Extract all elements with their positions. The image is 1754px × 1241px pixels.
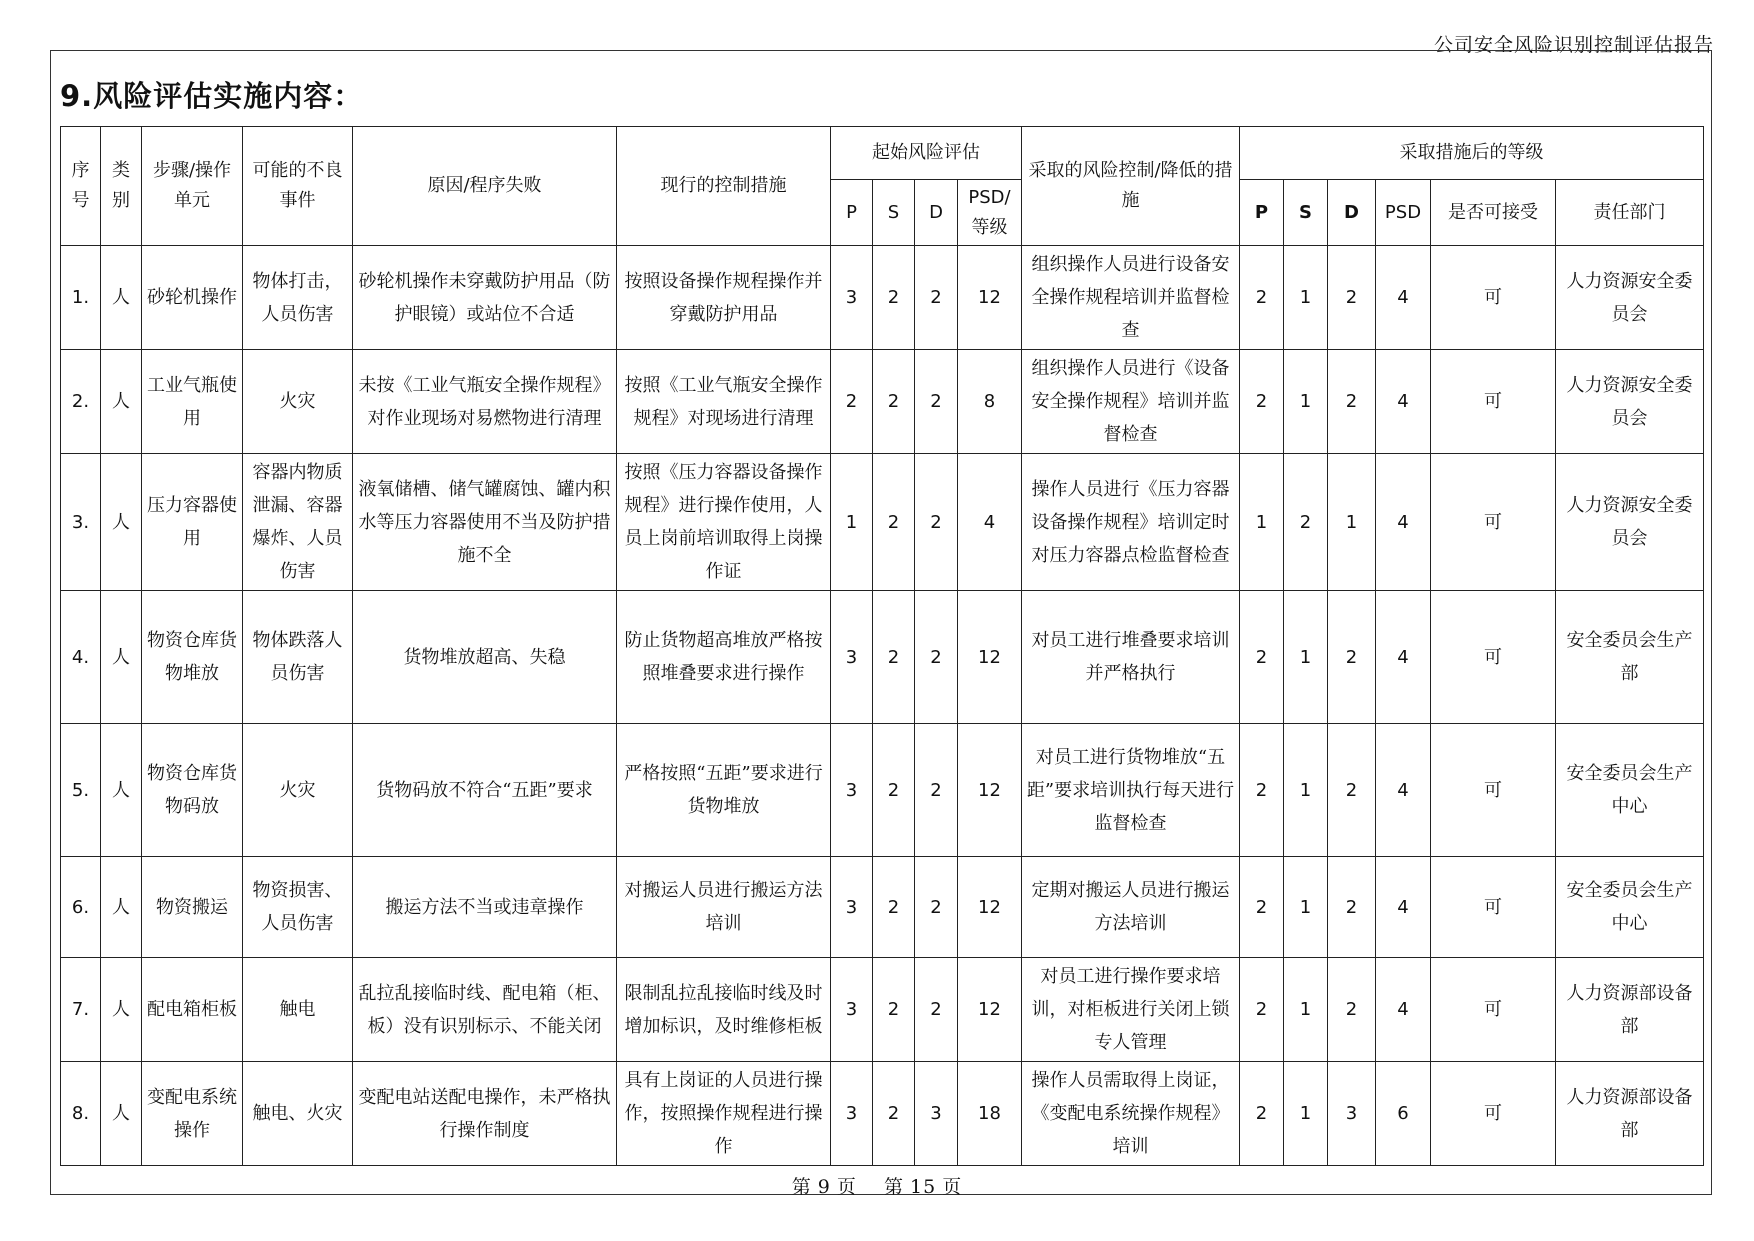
cell-d: 2: [915, 724, 958, 857]
cell-p2: 2: [1240, 246, 1284, 350]
section-title: 9.风险评估实施内容：: [60, 79, 364, 113]
cell-control: 严格按照“五距”要求进行货物堆放: [617, 724, 831, 857]
header-d: D: [915, 180, 958, 246]
cell-dept: 人力资源安全委员会: [1556, 350, 1704, 454]
cell-accept: 可: [1431, 591, 1556, 724]
cell-s: 2: [873, 454, 915, 591]
cell-event: 物体跌落人员伤害: [243, 591, 353, 724]
cell-p2: 2: [1240, 591, 1284, 724]
cell-control: 限制乱拉乱接临时线及时增加标识，及时维修柜板: [617, 958, 831, 1062]
cell-seq: 2.: [61, 350, 101, 454]
header-dept: 责任部门: [1556, 180, 1704, 246]
header-current-control: 现行的控制措施: [617, 127, 831, 246]
cell-psd: 12: [958, 246, 1022, 350]
cell-d2: 2: [1328, 857, 1376, 958]
header-initial-risk: 起始风险评估: [831, 127, 1022, 180]
cell-measure: 对员工进行堆叠要求培训并严格执行: [1022, 591, 1240, 724]
cell-step: 物资仓库货物堆放: [142, 591, 243, 724]
cell-seq: 4.: [61, 591, 101, 724]
page-prefix: 第: [791, 1176, 812, 1198]
cell-psd: 12: [958, 958, 1022, 1062]
cell-category: 人: [101, 857, 142, 958]
cell-control: 具有上岗证的人员进行操作，按照操作规程进行操作: [617, 1062, 831, 1166]
cell-step: 砂轮机操作: [142, 246, 243, 350]
header-psd2: PSD: [1376, 180, 1431, 246]
cell-cause: 乱拉乱接临时线、配电箱（柜、板）没有识别标示、不能关闭: [353, 958, 617, 1062]
cell-psd2: 4: [1376, 724, 1431, 857]
cell-control: 按照《压力容器设备操作规程》进行操作使用，人员上岗前培训取得上岗操作证: [617, 454, 831, 591]
cell-s: 2: [873, 1062, 915, 1166]
cell-measure: 对员工进行操作要求培训，对柜板进行关闭上锁专人管理: [1022, 958, 1240, 1062]
cell-step: 压力容器使用: [142, 454, 243, 591]
cell-step: 工业气瓶使用: [142, 350, 243, 454]
cell-psd2: 4: [1376, 350, 1431, 454]
cell-control: 按照《工业气瓶安全操作规程》对现场进行清理: [617, 350, 831, 454]
cell-s: 2: [873, 350, 915, 454]
cell-p2: 1: [1240, 454, 1284, 591]
cell-p2: 2: [1240, 350, 1284, 454]
cell-p: 3: [831, 246, 873, 350]
cell-cause: 货物码放不符合“五距”要求: [353, 724, 617, 857]
cell-step: 物资仓库货物码放: [142, 724, 243, 857]
cell-p: 3: [831, 958, 873, 1062]
cell-p2: 2: [1240, 1062, 1284, 1166]
cell-p: 3: [831, 1062, 873, 1166]
cell-dept: 人力资源部设备部: [1556, 958, 1704, 1062]
table-row: [61, 591, 1704, 724]
cell-control: 按照设备操作规程操作并穿戴防护用品: [617, 246, 831, 350]
cell-d2: 1: [1328, 454, 1376, 591]
page-number-footer: [0, 1172, 1754, 1199]
cell-p: 2: [831, 350, 873, 454]
cell-dept: 安全委员会生产中心: [1556, 724, 1704, 857]
cell-d: 2: [915, 454, 958, 591]
cell-s: 2: [873, 857, 915, 958]
cell-category: 人: [101, 958, 142, 1062]
cell-control: 防止货物超高堆放严格按照堆叠要求进行操作: [617, 591, 831, 724]
table-row: [61, 454, 1704, 591]
cell-step: 变配电系统操作: [142, 1062, 243, 1166]
cell-category: 人: [101, 454, 142, 591]
cell-s: 2: [873, 958, 915, 1062]
header-cause: 原因/程序失败: [353, 127, 617, 246]
header-adverse-event: 可能的不良事件: [243, 127, 353, 246]
cell-psd2: 4: [1376, 958, 1431, 1062]
cell-measure: 操作人员需取得上岗证，《变配电系统操作规程》培训: [1022, 1062, 1240, 1166]
cell-step: 物资搬运: [142, 857, 243, 958]
cell-event: 物资损害、人员伤害: [243, 857, 353, 958]
cell-psd: 8: [958, 350, 1022, 454]
cell-accept: 可: [1431, 857, 1556, 958]
cell-step: 配电箱柜板: [142, 958, 243, 1062]
header-s: S: [873, 180, 915, 246]
cell-dept: 人力资源部设备部: [1556, 1062, 1704, 1166]
cell-p2: 2: [1240, 857, 1284, 958]
header-psd-grade: PSD/等级: [958, 180, 1022, 246]
cell-event: 火灾: [243, 724, 353, 857]
cell-p: 3: [831, 591, 873, 724]
cell-s: 2: [873, 724, 915, 857]
cell-seq: 5.: [61, 724, 101, 857]
page-unit: 页: [836, 1176, 857, 1198]
total-pages: 15: [910, 1176, 937, 1198]
cell-p: 3: [831, 724, 873, 857]
cell-psd: 12: [958, 724, 1022, 857]
cell-d2: 2: [1328, 246, 1376, 350]
cell-psd2: 4: [1376, 591, 1431, 724]
table-row: [61, 246, 1704, 350]
cell-accept: 可: [1431, 724, 1556, 857]
cell-seq: 1.: [61, 246, 101, 350]
cell-psd: 12: [958, 857, 1022, 958]
header-measures: 采取的风险控制/降低的措施: [1022, 127, 1240, 246]
risk-assessment-table: [60, 126, 1704, 1166]
cell-s2: 1: [1284, 350, 1328, 454]
cell-accept: 可: [1431, 454, 1556, 591]
cell-d: 2: [915, 246, 958, 350]
cell-d: 2: [915, 857, 958, 958]
table-row: [61, 724, 1704, 857]
cell-psd2: 4: [1376, 857, 1431, 958]
cell-s2: 1: [1284, 857, 1328, 958]
cell-event: 触电、火灾: [243, 1062, 353, 1166]
cell-psd2: 4: [1376, 454, 1431, 591]
cell-cause: 液氧储槽、储气罐腐蚀、罐内积水等压力容器使用不当及防护措施不全: [353, 454, 617, 591]
cell-s2: 1: [1284, 591, 1328, 724]
cell-category: 人: [101, 1062, 142, 1166]
total-prefix: 第: [884, 1176, 905, 1198]
header-acceptable: 是否可接受: [1431, 180, 1556, 246]
cell-cause: 变配电站送配电操作，未严格执行操作制度: [353, 1062, 617, 1166]
cell-s2: 1: [1284, 724, 1328, 857]
cell-accept: 可: [1431, 350, 1556, 454]
current-page: 9: [817, 1176, 831, 1198]
header-after-measures: 采取措施后的等级: [1240, 127, 1704, 180]
table-row: [61, 1062, 1704, 1166]
cell-seq: 3.: [61, 454, 101, 591]
cell-d2: 3: [1328, 1062, 1376, 1166]
cell-psd2: 4: [1376, 246, 1431, 350]
cell-psd: 4: [958, 454, 1022, 591]
cell-p: 3: [831, 857, 873, 958]
cell-s2: 2: [1284, 454, 1328, 591]
header-category: 类别: [101, 127, 142, 246]
cell-accept: 可: [1431, 246, 1556, 350]
cell-psd: 18: [958, 1062, 1022, 1166]
cell-d: 2: [915, 958, 958, 1062]
cell-accept: 可: [1431, 958, 1556, 1062]
cell-d: 3: [915, 1062, 958, 1166]
cell-seq: 7.: [61, 958, 101, 1062]
cell-s2: 1: [1284, 1062, 1328, 1166]
header-seq: 序号: [61, 127, 101, 246]
total-unit: 页: [942, 1176, 963, 1198]
header-p2: P: [1240, 180, 1284, 246]
cell-d: 2: [915, 350, 958, 454]
cell-d: 2: [915, 591, 958, 724]
cell-psd2: 6: [1376, 1062, 1431, 1166]
cell-category: 人: [101, 591, 142, 724]
cell-category: 人: [101, 724, 142, 857]
cell-psd: 12: [958, 591, 1022, 724]
cell-s: 2: [873, 591, 915, 724]
cell-dept: 人力资源安全委员会: [1556, 454, 1704, 591]
cell-cause: 未按《工业气瓶安全操作规程》对作业现场对易燃物进行清理: [353, 350, 617, 454]
cell-control: 对搬运人员进行搬运方法培训: [617, 857, 831, 958]
cell-dept: 安全委员会生产中心: [1556, 857, 1704, 958]
cell-dept: 人力资源安全委员会: [1556, 246, 1704, 350]
cell-p: 1: [831, 454, 873, 591]
cell-d2: 2: [1328, 958, 1376, 1062]
cell-event: 火灾: [243, 350, 353, 454]
table-row: [61, 857, 1704, 958]
cell-p2: 2: [1240, 724, 1284, 857]
cell-s2: 1: [1284, 246, 1328, 350]
cell-event: 容器内物质泄漏、容器爆炸、人员伤害: [243, 454, 353, 591]
cell-p2: 2: [1240, 958, 1284, 1062]
header-step: 步骤/操作单元: [142, 127, 243, 246]
cell-dept: 安全委员会生产部: [1556, 591, 1704, 724]
cell-d2: 2: [1328, 724, 1376, 857]
cell-accept: 可: [1431, 1062, 1556, 1166]
cell-cause: 货物堆放超高、失稳: [353, 591, 617, 724]
cell-measure: 对员工进行货物堆放“五距”要求培训执行每天进行监督检查: [1022, 724, 1240, 857]
cell-measure: 组织操作人员进行《设备安全操作规程》培训并监督检查: [1022, 350, 1240, 454]
cell-s: 2: [873, 246, 915, 350]
table-row: [61, 350, 1704, 454]
cell-cause: 搬运方法不当或违章操作: [353, 857, 617, 958]
table-header-row: [61, 127, 1704, 180]
cell-seq: 8.: [61, 1062, 101, 1166]
cell-event: 物体打击，人员伤害: [243, 246, 353, 350]
table-row: [61, 958, 1704, 1062]
cell-s2: 1: [1284, 958, 1328, 1062]
header-s2: S: [1284, 180, 1328, 246]
cell-cause: 砂轮机操作未穿戴防护用品（防护眼镜）或站位不合适: [353, 246, 617, 350]
cell-event: 触电: [243, 958, 353, 1062]
header-d2: D: [1328, 180, 1376, 246]
cell-d2: 2: [1328, 350, 1376, 454]
cell-measure: 组织操作人员进行设备安全操作规程培训并监督检查: [1022, 246, 1240, 350]
cell-seq: 6.: [61, 857, 101, 958]
cell-measure: 操作人员进行《压力容器设备操作规程》培训定时对压力容器点检监督检查: [1022, 454, 1240, 591]
cell-d2: 2: [1328, 591, 1376, 724]
cell-category: 人: [101, 350, 142, 454]
cell-category: 人: [101, 246, 142, 350]
header-p: P: [831, 180, 873, 246]
cell-measure: 定期对搬运人员进行搬运方法培训: [1022, 857, 1240, 958]
report-header-title: 公司安全风险识别控制评估报告: [1433, 34, 1714, 56]
